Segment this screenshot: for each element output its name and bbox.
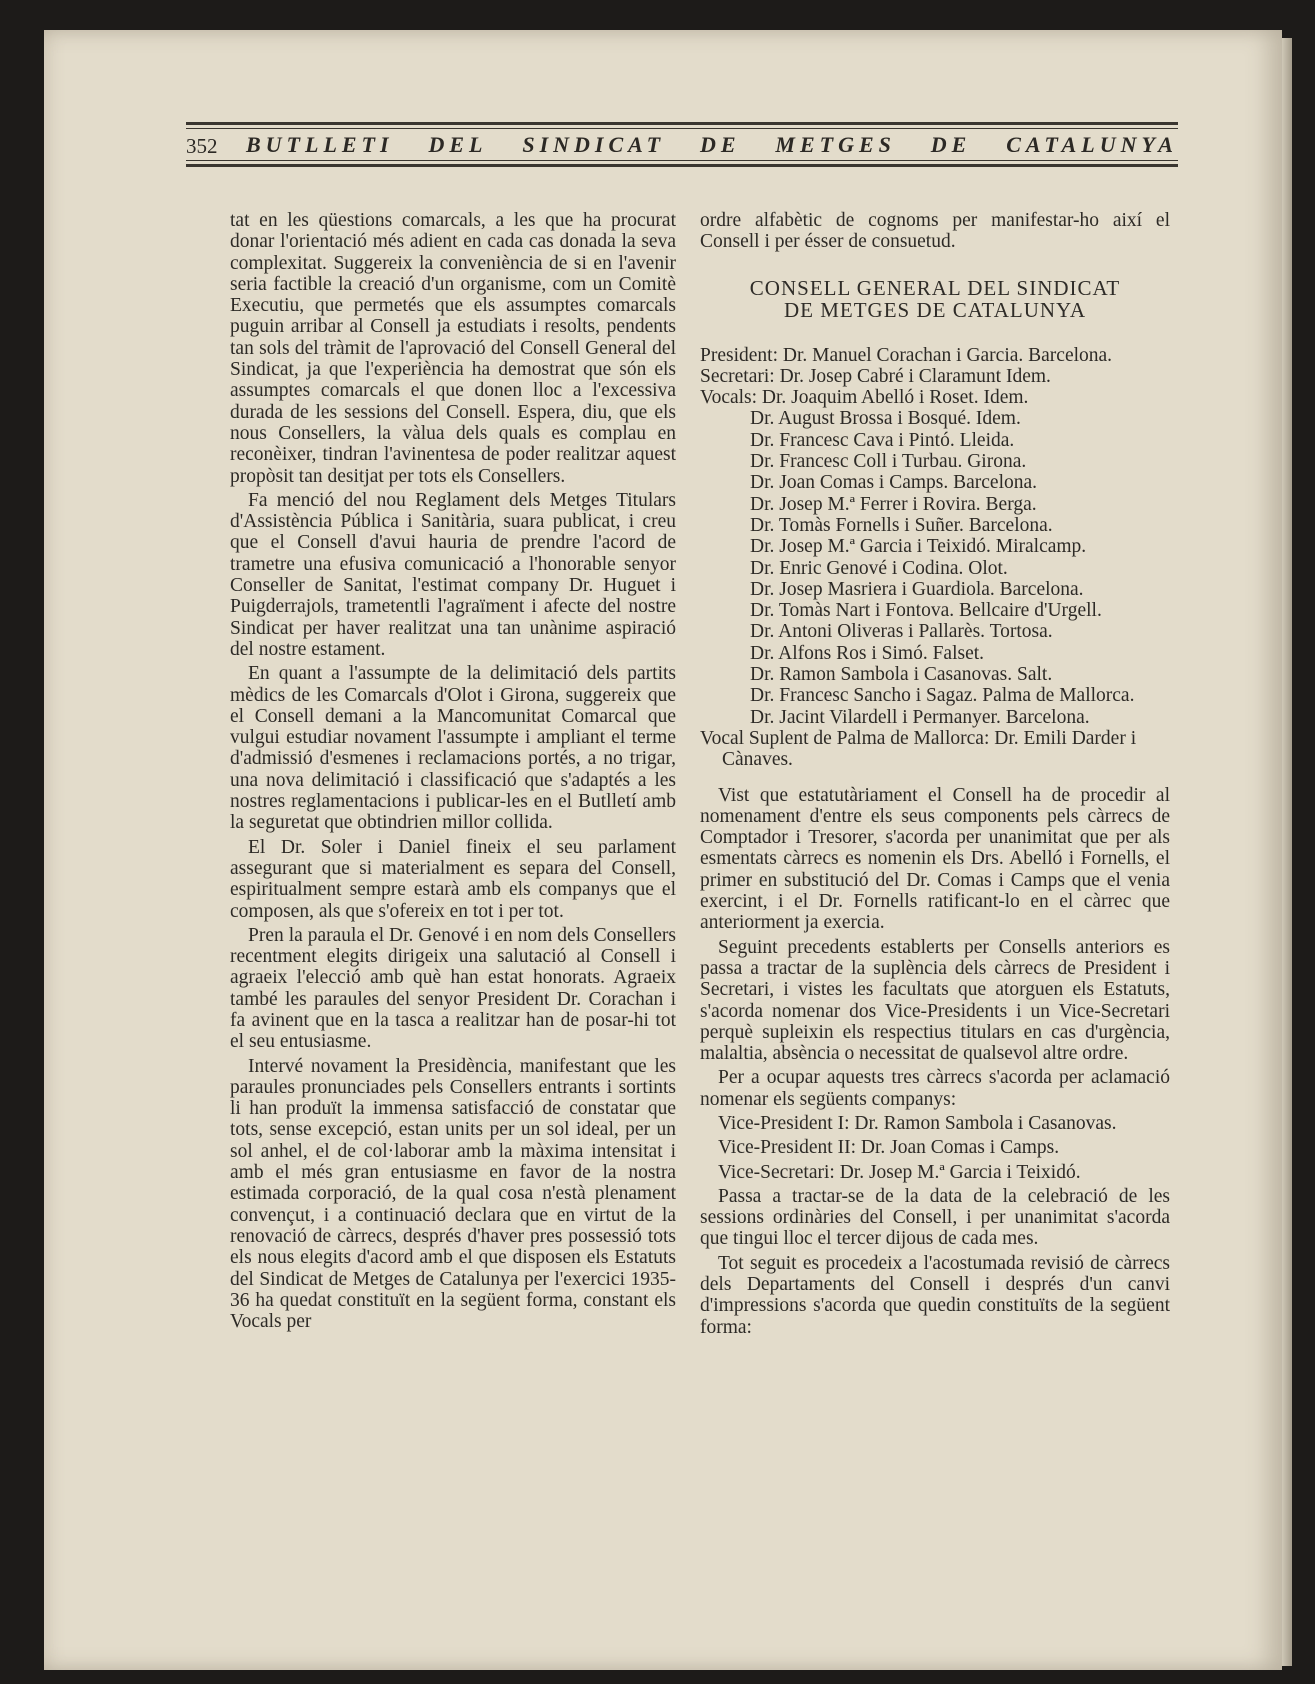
council-member: Dr. August Brossa i Bosqué. Idem. [750,408,1021,430]
council-member: Dr. Joan Comas i Camps. Barcelona. [750,472,1038,494]
council-member: Dr. Francesc Cava i Pintó. Lleida. [750,429,1015,451]
section-title-line: DE METGES DE CATALUNYA [783,297,1087,322]
header-rule-top [186,122,1178,125]
journal-title-word: CATALUNYA [1006,132,1178,157]
paragraph: El Dr. Soler i Daniel fineix el seu parlament assegurant que si materialment es separa del Consell, espiritualment sempre estarà amb els companys que el composen, als que s'ofereix en tot i per tot. [230,836,676,922]
council-member: Dr. Francesc Sancho i Sagaz. Palma de Mallorca. [750,685,1135,707]
council-member: Dr. Alfons Ros i Simó. Falset. [750,642,985,664]
paragraph: Per a ocupar aquests tres càrrecs s'acorda per aclamació nomenar els següents companys: [700,1067,1170,1110]
council-member: Dr. Antoni Oliveras i Pallarès. Tortosa. [750,621,1053,643]
paragraph: En quant a l'assumpte de la delimitació dels partits mèdics de les Comarcals d'Olot i Girona, suggereix que el Consell demani a la Mancomunitat Comarcal que vulgui estudiar novament l'assumpte i ampliant el terme d'admissió d'esmenes i reclamacions portés, a no trigar, una nova delimitació i classificació que s'adaptés a les nostres reglamentacions i publicar-les en el Butlletí amb la seguretat que obtindrien millor collida. [230,663,676,834]
paragraph: Seguint precedents establerts per Consells anteriors es passa a tractar de la suplència dels càrrecs de President i Secretari, i vistes les facultats que atorguen els Estatuts, s'acorda nomenar dos Vice-Presidents i un Vice-Secretari perquè supleixin els respectius titulars en cas d'urgència, malaltia, absència o necessitat de qualsevol altre ordre. [700,936,1170,1065]
council-member: Dr. Josep Masriera i Guardiola. Barcelona. [750,578,1084,600]
council-member: President: Dr. Manuel Corachan i Garcia. Barcelona. [700,344,1113,366]
paragraph: Tot seguit es procedeix a l'acostumada revisió de càrrecs dels Departaments del Consell i després d'un canvi d'impressions s'acorda que quedin constituïts de la següent forma: [700,1252,1170,1338]
paragraph: Vice-President I: Dr. Ramon Sambola i Casanovas. [718,1112,1117,1134]
paragraph: Intervé novament la Presidència, manifestant que les paraules pronunciades pels Consellers entrants i sortints li han produït la immensa satisfacció de constatar que tots, sense excepció, estan units per un sol ideal, per un sol anhel, el de col·laborar amb la màxima intensitat i amb el més gran entusiasme en favor de la nostra estimada corporació, de la qual cosa n'està plenament convençut, i a continuació declara que en virtut de la renovació de càrrecs, després d'haver pres possessió tots els nous elegits d'acord amb el que disposen els Estatuts del Sindicat de Metges de Catalunya per l'exercici 1935-36 ha quedat constituït en la següent forma, constant els Vocals per [230,1055,676,1333]
paragraph: tat en les qüestions comarcals, a les que ha procurat donar l'orientació més adient en cada cas donada la seva complexitat. Suggereix la conveniència de si en l'avenir seria factible la creació d'un organisme, com un Comitè Executiu, que permetés que els assumptes comarcals puguin arribar al Consell ja estudiats i resolts, pendents tan sols del tràmit de l'aprovació del Consell General del Sindicat, ja que l'experiència ha demostrat que són els assumptes comarcals el que donen lloc a l'excessiva durada de les sessions del Consell. Espera, diu, que els nous Consellers, la vàlua dels quals es complau en reconèixer, tindran l'avinentesa de poder realitzar aquest propòsit tan desitjat per tots els Consellers. [230,210,676,487]
page-number: 352 [186,134,218,158]
council-member: Dr. Josep M.ª Garcia i Teixidó. Miralcamp. [750,536,1087,558]
journal-title-word: DE [699,132,741,157]
council-member: Dr. Francesc Coll i Turbau. Girona. [750,451,1027,473]
council-member: Vocals: Dr. Joaquim Abelló i Roset. Idem. [700,387,1029,409]
council-member: Dr. Josep M.ª Ferrer i Rovira. Berga. [750,493,1037,515]
journal-title-word: DE [930,132,972,157]
journal-title-word: SINDICAT [522,132,666,157]
paragraph: Vist que estatutàriament el Consell ha de procedir al nomenament d'entre els seus components pels càrrecs de Comptador i Tresorer, s'acorda per unanimitat que per als esmentats càrrecs es nomenin els Drs. Abelló i Fornells, el primer en substitució del Dr. Comas i Camps que el venia exercint, i el Dr. Fornells ratificant-lo en el càrrec que anteriorment ja exercia. [700,784,1170,934]
journal-title-word: BUTLLETI [246,132,394,157]
council-member: Secretari: Dr. Josep Cabré i Claramunt Idem. [700,365,1051,387]
paragraph: Passa a tractar-se de la data de la celebració de les sessions ordinàries del Consell, i per unanimitat s'acorda que tingui lloc el tercer dijous de cada mes. [700,1185,1170,1250]
header-rule-bottom-thin [186,160,1178,161]
council-member: Dr. Ramon Sambola i Casanovas. Salt. [750,664,1053,686]
council-members-list [700,345,1170,771]
left-column [230,210,676,1335]
paragraph: Fa menció del nou Reglament dels Metges Titulars d'Assistència Pública i Sanitària, suara publicat, i creu que el Consell d'avui hauria de prendre l'acord de trametre una efusiva comunicació a l'honorable senyor Conseller de Sanitat, l'estimat company Dr. Huguet i Puigderrajols, trametentli l'agraïment i afecte del nostre Sindicat per haver realitzat una tan unànime aspiració del nostre estament. [230,489,676,660]
paragraph: Vice-President II: Dr. Joan Comas i Camps. [718,1137,1060,1159]
header-rule-top-thin [186,128,1178,129]
page-header [186,88,1178,166]
section-title-line: CONSELL GENERAL DEL SINDICAT [749,275,1121,300]
council-member: Dr. Jacint Vilardell i Permanyer. Barcelona. [750,706,1090,728]
journal-title-word: METGES [775,132,896,157]
paragraph: Pren la paraula el Dr. Genové i en nom dels Consellers recentment elegits dirigeix una salutació al Consell i agraeix l'elecció amb què han estat honorats. Agraeix també les paraules del senyor President Dr. Corachan i fa avinent que en la tasca a realitzar han de posar-hi tot el seu entusiasme. [230,924,676,1053]
section-title [700,277,1170,321]
journal-title [246,132,1178,158]
paragraph: ordre alfabètic de cognoms per manifestar-ho així el Consell i per ésser de consuetud. [700,210,1170,253]
header-rule-bottom [186,164,1178,167]
right-column [700,210,1170,1341]
council-member: Vocal Suplent de Palma de Mallorca: Dr. Emili Darder i Cànaves. [700,727,1137,771]
council-member: Dr. Tomàs Fornells i Suñer. Barcelona. [750,514,1053,536]
paragraph: Vice-Secretari: Dr. Josep M.ª Garcia i Teixidó. [718,1161,1081,1183]
council-member: Dr. Enric Genové i Codina. Olot. [750,557,1008,579]
council-member: Dr. Tomàs Nart i Fontova. Bellcaire d'Urgell. [750,600,1102,622]
journal-title-word: DEL [428,132,488,157]
